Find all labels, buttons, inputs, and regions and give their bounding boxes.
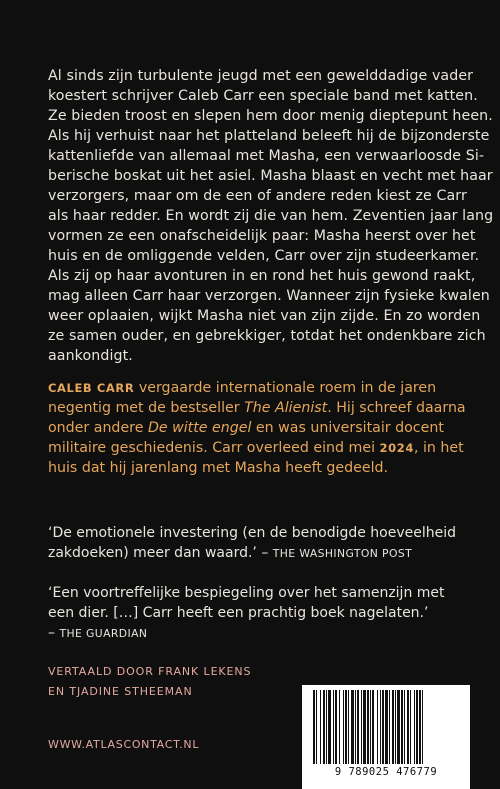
blurb-line: huis en de omliggende velden, Carr over zijn studeerkamer. <box>48 248 480 264</box>
isbn-number: 9 789025 476779 <box>334 766 438 778</box>
translator-credits: VERTAALD DOOR FRANK LEKENS EN TJADINE STHEEMAN <box>48 665 252 698</box>
blurb-line: Ze bieden troost en slepen hem door menig dieptepunt heen. <box>48 108 493 124</box>
blurb-line: Als zij op haar avonturen in en rond het huis gewond raakt, <box>48 268 476 284</box>
bio-line-5: huis dat hij jarenlang met Masha heeft gedeeld. <box>48 460 389 476</box>
blurb-line: vormen ze een onafscheidelijk paar: Masha heerst over het <box>48 228 476 244</box>
publisher-website: WWW.ATLASCONTACT.NL <box>48 738 200 751</box>
blurb-line: koestert schrijver Caleb Carr een speciale band met katten. <box>48 88 478 104</box>
blurb-line: ze samen ouder, en gebrekkiger, totdat het ondenkbare zich <box>48 328 486 344</box>
blurb-line: Al sinds zijn turbulente jeugd met een gewelddadige vader <box>48 68 474 84</box>
review-quote-guardian: ‘Een voortreffelijke bespiegeling over het samenzijn met een dier. […] Carr heeft een prachtig boek nagelaten.’ – THE GUARDIAN <box>48 585 445 641</box>
bio-line-2: negentig met de bestseller The Alienist. Hij schreef daarna <box>48 400 466 416</box>
blurb-line: Als hij verhuist naar het platteland beleeft hij de bijzonderste <box>48 128 490 144</box>
book-title-witte-engel: De witte engel <box>147 420 252 436</box>
book-title-alienist: The Alienist <box>244 400 328 416</box>
death-year: 2024 <box>379 441 414 455</box>
blurb-line: berische boskat uit het asiel. Masha blaast en vecht met haar <box>48 168 493 184</box>
review-quote-washington-post: ‘De emotionele investering (en de benodigde hoeveelheid zakdoeken) meer dan waard.’ – THE WASHINGTON POST <box>48 525 457 561</box>
blurb-line: mag alleen Carr haar verzorgen. Wanneer zijn fysieke kwalen <box>48 288 490 304</box>
bio-line-1: CALEB CARR vergaarde internationale roem in de jaren <box>48 380 437 396</box>
bio-line-4: militaire geschiedenis. Carr overleed eind mei 2024, in het <box>48 440 464 456</box>
bio-line-3: onder andere De witte engel en was universitair docent <box>48 420 444 436</box>
quote-source: THE WASHINGTON POST <box>272 547 413 560</box>
back-cover-blurb <box>48 66 494 366</box>
blurb-line: kattenliefde van allemaal met Masha, een verwaarloosde Si- <box>48 148 485 164</box>
barcode-bars <box>313 690 459 764</box>
blurb-line: als haar redder. En wordt zij die van hem. Zeventien jaar lang <box>48 208 494 224</box>
author-name: CALEB CARR <box>48 381 135 395</box>
blurb-line: aankondigt. <box>48 348 133 364</box>
blurb-line: weer oplaaien, wijkt Masha niet van zijn zijde. En zo worden <box>48 308 481 324</box>
isbn-barcode <box>302 685 470 789</box>
author-bio <box>48 378 468 478</box>
blurb-line: verzorgers, maar om de een of andere reden kiest ze Carr <box>48 188 467 204</box>
quote-source: THE GUARDIAN <box>59 627 148 640</box>
